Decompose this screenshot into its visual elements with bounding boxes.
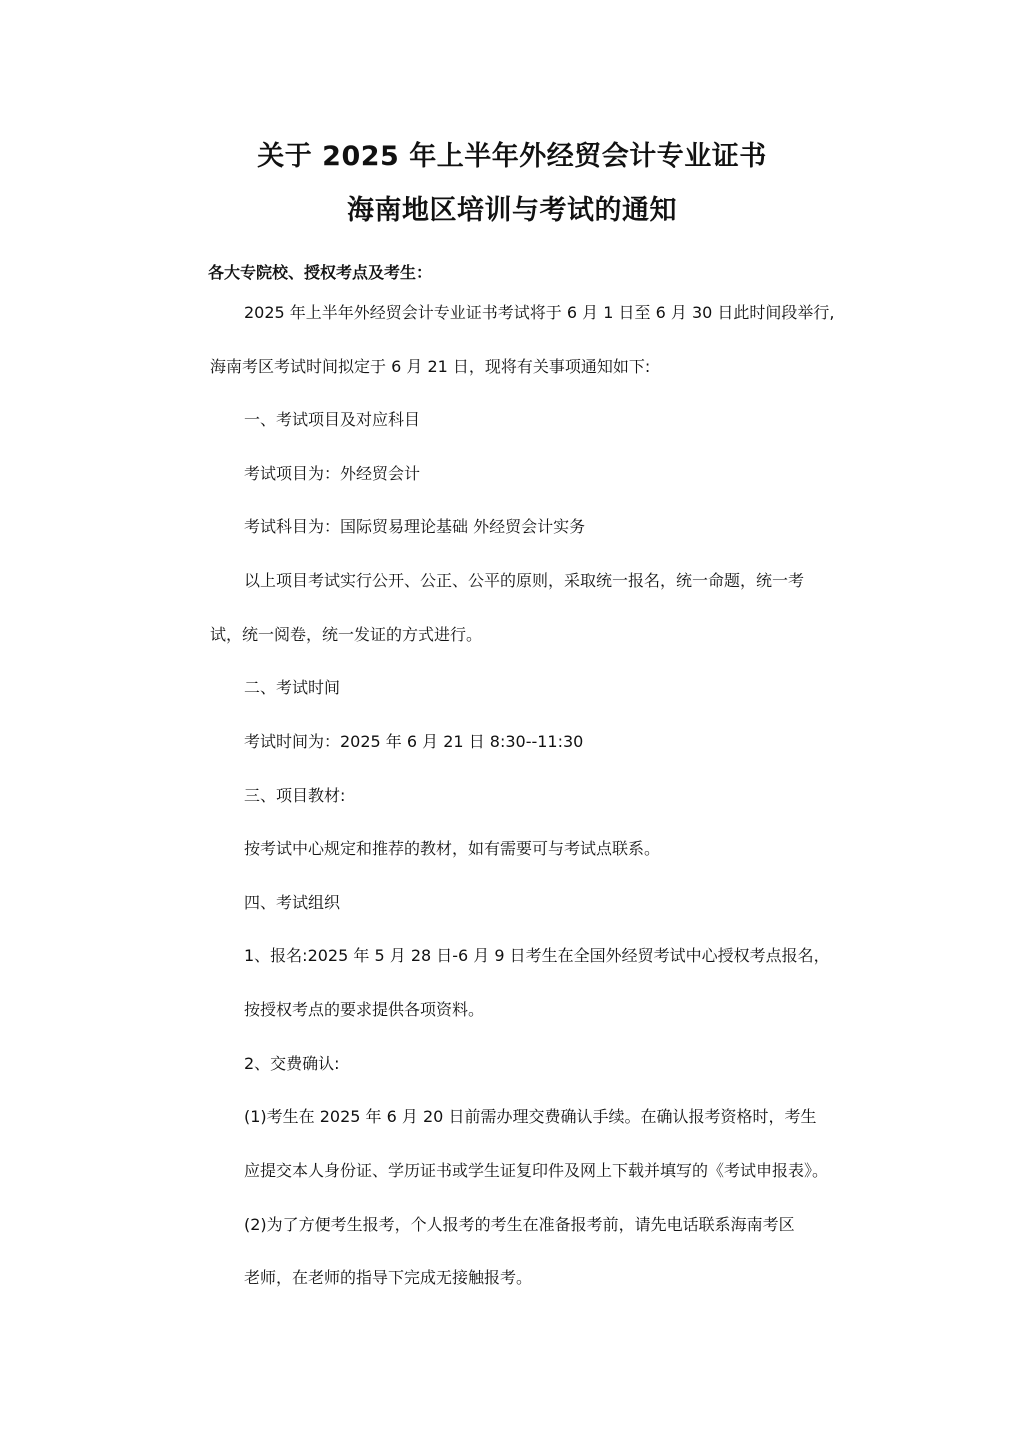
salutation: 各大专院校、授权考点及考生： [208,263,433,282]
section-heading-3: 三、项目教材: [244,786,346,805]
paragraph-line: (1)考生在 2025 年 6 月 20 日前需办理交费确认手续。在确认报考资格时，考生 [244,1107,817,1126]
paragraph-line: 2、交费确认: [244,1054,340,1073]
paragraph-line: 老师，在老师的指导下完成无接触报考。 [244,1268,533,1287]
paragraph-line: 以上项目考试实行公开、公正、公平的原则，采取统一报名，统一命题，统一考 [244,571,805,590]
paragraph-line: 考试时间为：2025 年 6 月 21 日 8:30--11:30 [244,732,584,751]
paragraph-line: 按授权考点的要求提供各项资料。 [244,1000,485,1019]
title-line-1: 关于 2025 年上半年外经贸会计专业证书 [257,141,767,172]
paragraph-line: 试，统一阅卷，统一发证的方式进行。 [210,625,483,644]
paragraph-line: 应提交本人身份证、学历证书或学生证复印件及网上下载并填写的《考试申报表》。 [244,1161,829,1180]
paragraph-line: 1、报名:2025 年 5 月 28 日-6 月 9 日考生在全国外经贸考试中心授权考点报名， [244,946,830,965]
section-heading-2: 二、考试时间 [244,678,341,697]
paragraph-line: (2)为了方便考生报考，个人报考的考生在准备报考前，请先电话联系海南考区 [244,1215,795,1234]
paragraph-line: 考试项目为：外经贸会计 [244,464,421,483]
paragraph-line: 按考试中心规定和推荐的教材，如有需要可与考试点联系。 [244,839,661,858]
paragraph-line: 考试科目为：国际贸易理论基础 外经贸会计实务 [244,517,586,536]
paragraph-line: 海南考区考试时间拟定于 6 月 21 日，现将有关事项通知如下: [210,357,651,376]
paragraph-line: 2025 年上半年外经贸会计专业证书考试将于 6 月 1 日至 6 月 30 日此时间段举行, [244,303,835,322]
title-line-2: 海南地区培训与考试的通知 [347,195,677,226]
section-heading-4: 四、考试组织 [244,893,341,912]
section-heading-1: 一、考试项目及对应科目 [244,410,421,429]
